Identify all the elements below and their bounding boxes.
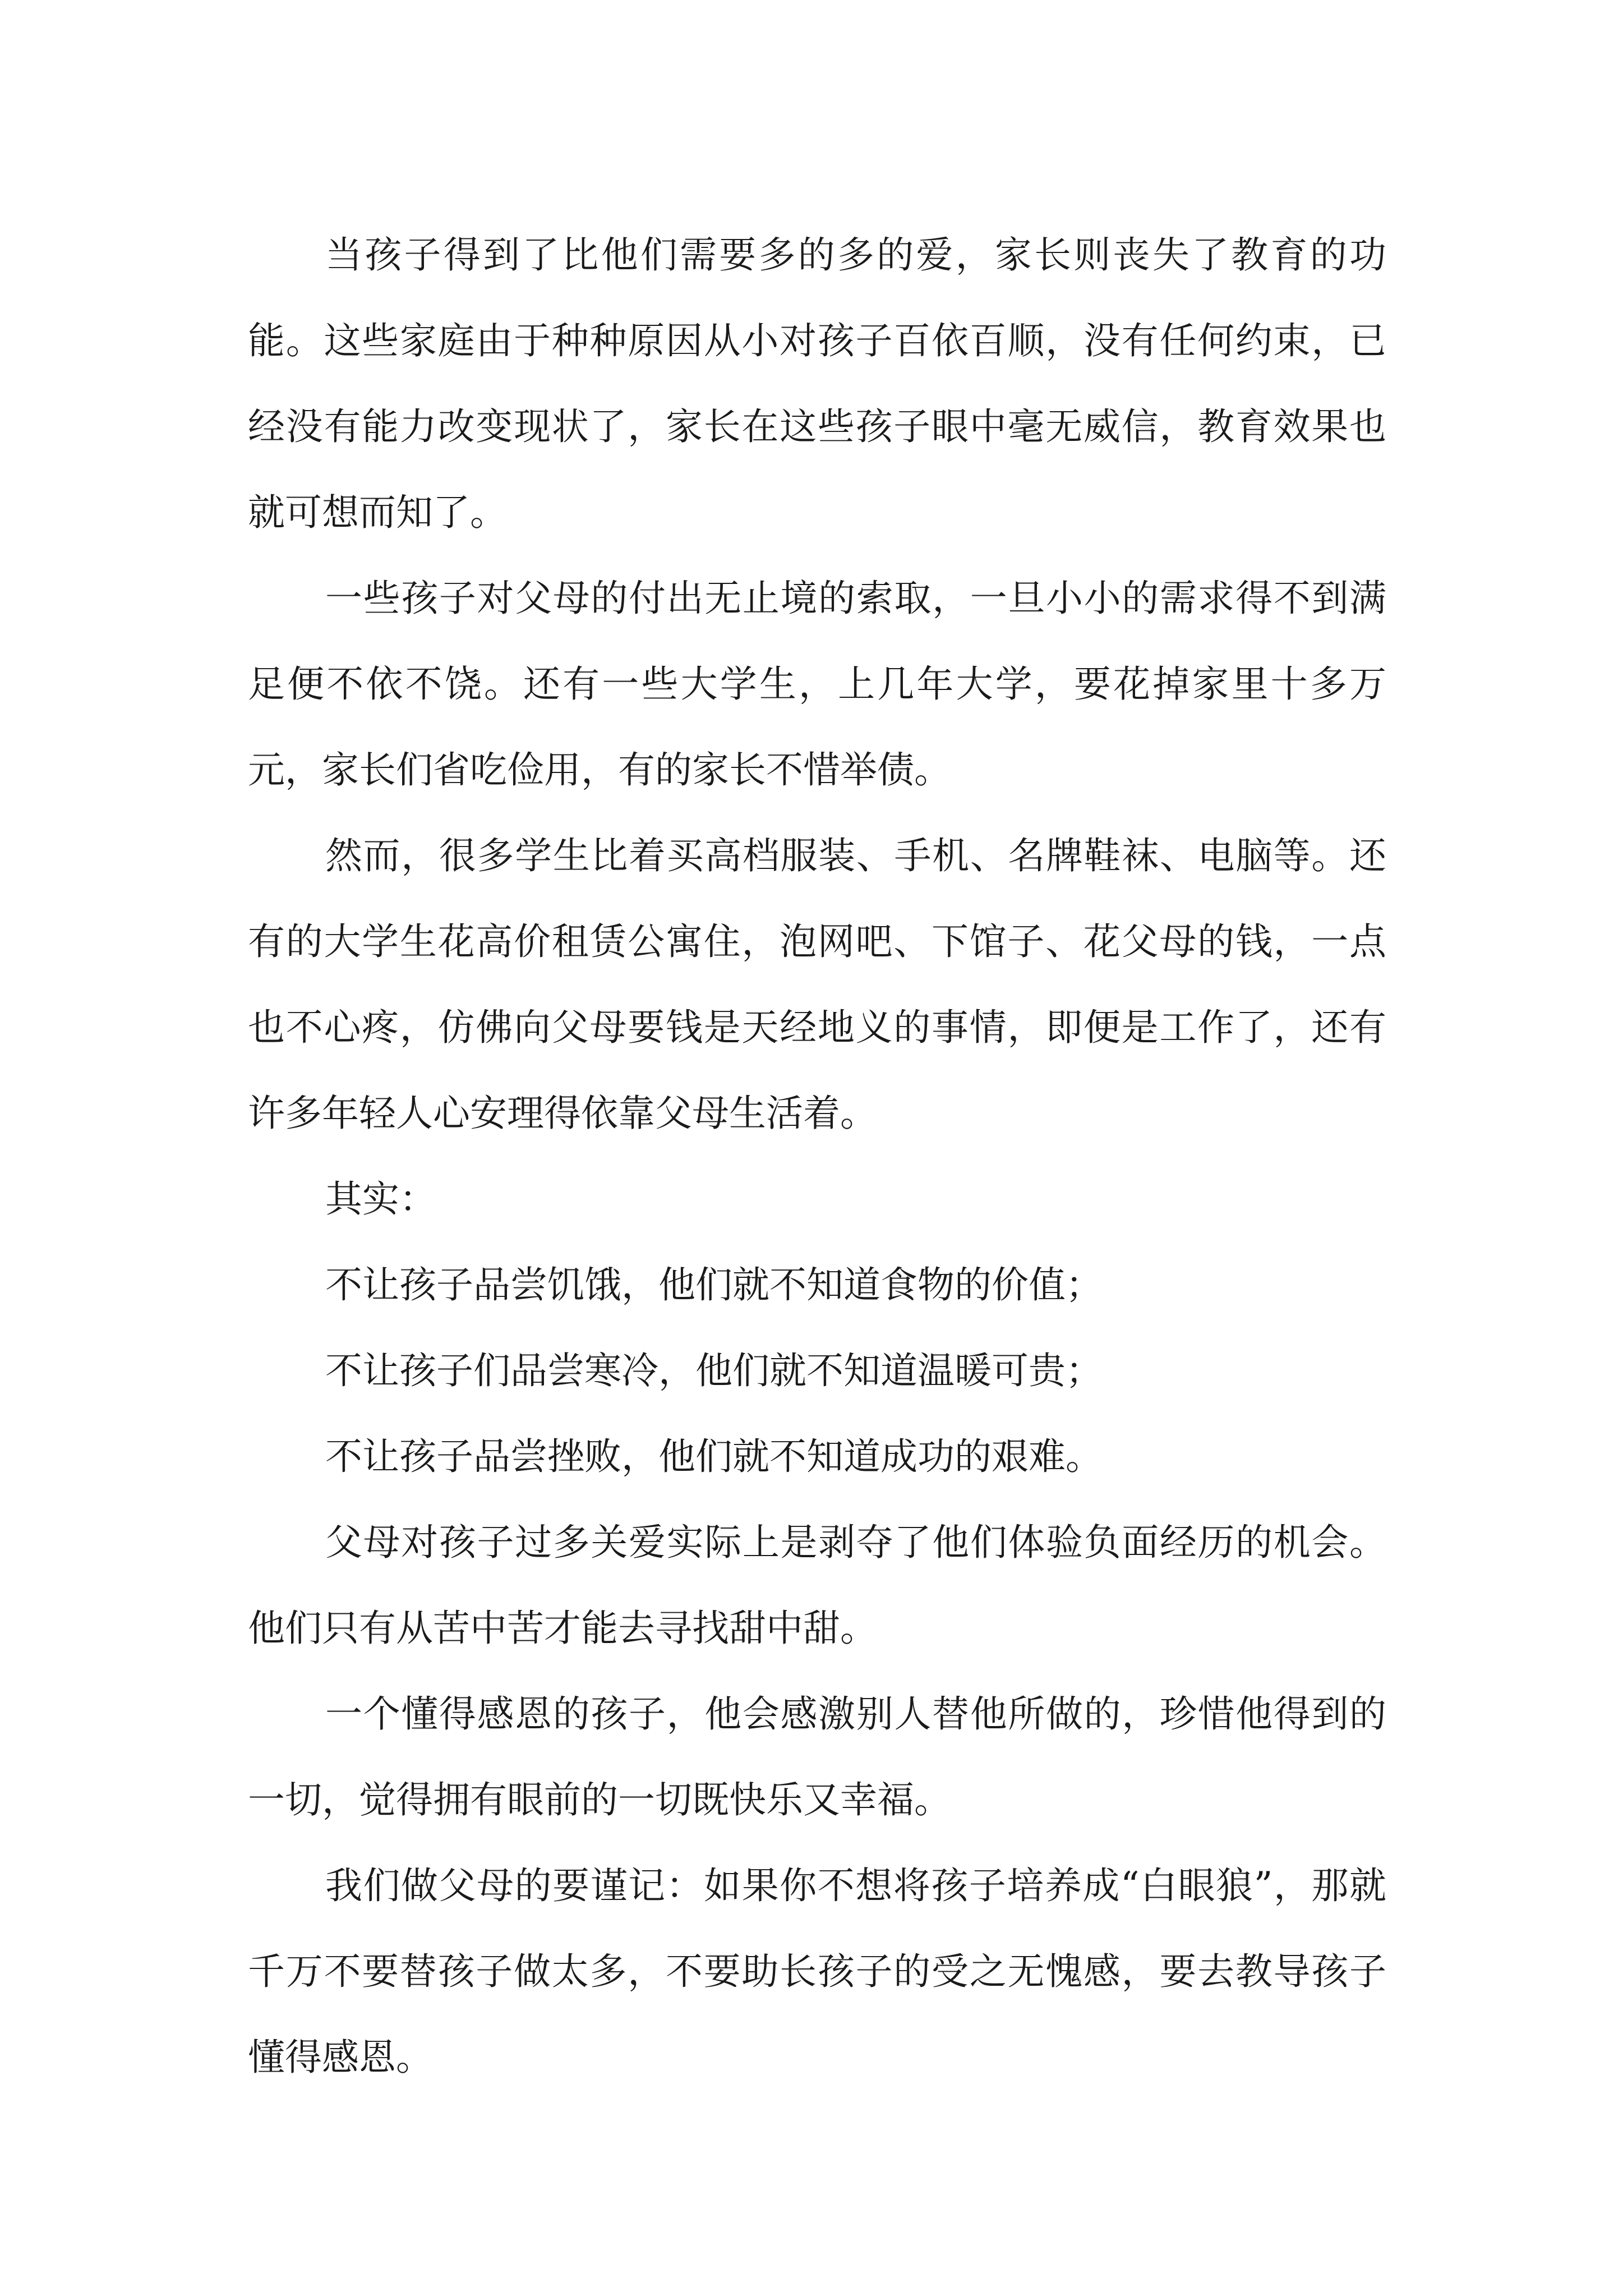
paragraph-1: 当孩子得到了比他们需要多的多的爱，家长则丧失了教育的功能。这些家庭由于种种原因从小对孩子百依百顺，没有任何约束，已经没有能力改变现状了，家长在这些孩子眼中毫无威信，教育效果也就可想而知了。 xyxy=(248,233,1386,534)
paragraph-2: 一些孩子对父母的付出无止境的索取，一旦小小的需求得不到满足便不依不饶。还有一些大学生，上几年大学，要花掉家里十多万元，家长们省吃俭用，有的家长不惜举债。 xyxy=(248,577,1386,792)
paragraph-3: 然而，很多学生比着买高档服装、手机、名牌鞋袜、电脑等。还有的大学生花高价租赁公寓住，泡网吧、下馆子、花父母的钱，一点也不心疼，仿佛向父母要钱是天经地义的事情，即便是工作了，还有许多年轻人心安理得依靠父母生活着。 xyxy=(248,834,1386,1135)
paragraph-7: 不让孩子品尝挫败，他们就不知道成功的艰难。 xyxy=(325,1435,1103,1478)
paragraph-5: 不让孩子品尝饥饿，他们就不知道食物的价值； xyxy=(325,1263,1103,1306)
paragraph-4: 其实： xyxy=(325,1177,436,1221)
paragraph-8: 父母对孩子过多关爱实际上是剥夺了他们体验负面经历的机会。他们只有从苦中苦才能去寻找甜中甜。 xyxy=(248,1521,1386,1650)
paragraph-6: 不让孩子们品尝寒冷，他们就不知道温暖可贵； xyxy=(325,1349,1103,1392)
document-body xyxy=(248,212,1386,2100)
paragraph-10: 我们做父母的要谨记：如果你不想将孩子培养成“白眼狼”，那就千万不要替孩子做太多，不要助长孩子的受之无愧感，要去教导孩子懂得感恩。 xyxy=(248,1864,1386,2079)
paragraph-9: 一个懂得感恩的孩子，他会感激别人替他所做的，珍惜他得到的一切，觉得拥有眼前的一切既快乐又幸福。 xyxy=(248,1692,1386,1821)
